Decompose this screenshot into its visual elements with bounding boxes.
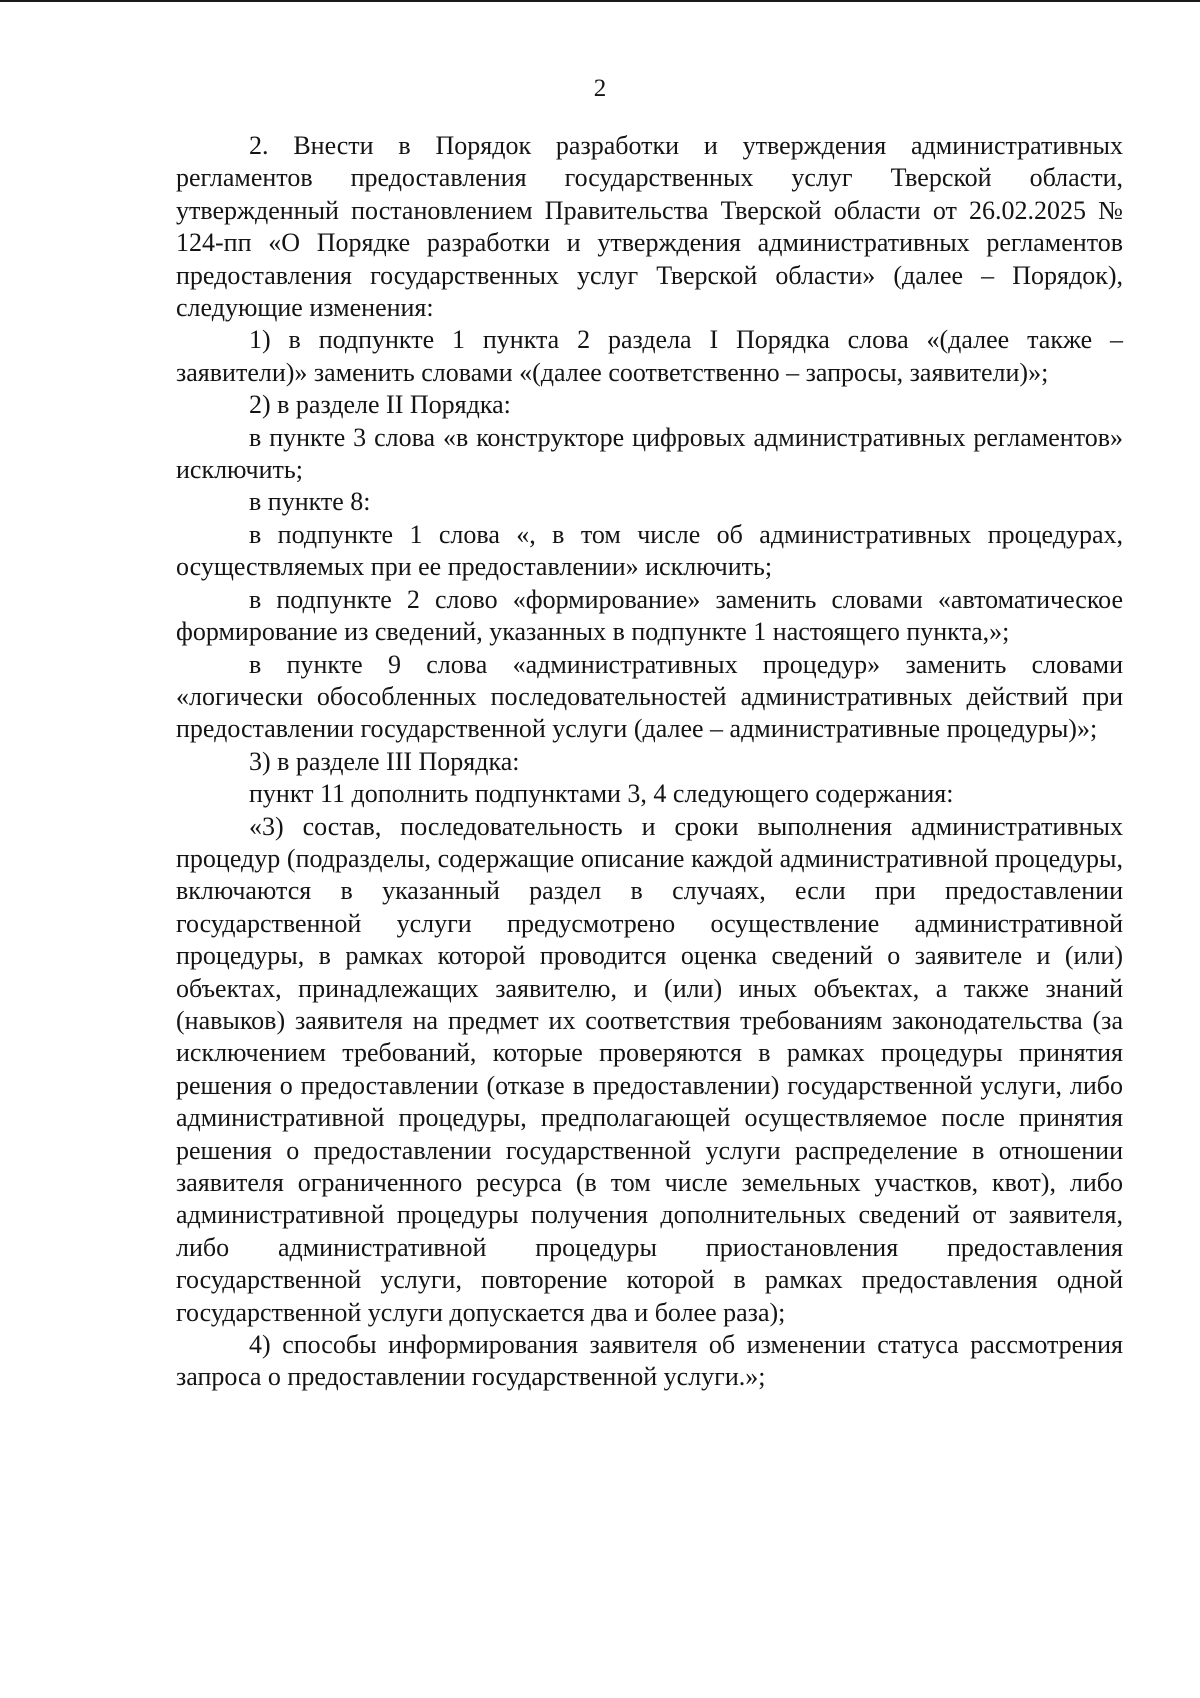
paragraph-point-11: пункт 11 дополнить подпунктами 3, 4 следующего содержания:	[249, 779, 954, 809]
scan-top-edge	[0, 0, 1200, 2]
paragraph-point-8-sub-1: в подпункте 1 слова «, в том числе об административных процедурах, осуществляемых при ее предоставлении» исключить;	[176, 519, 1123, 582]
paragraph-new-sub-4: 4) способы информирования заявителя об изменении статуса рассмотрения запроса о предоставлении государственной услуги.»;	[176, 1330, 1123, 1392]
paragraph-item-2: 2. Внести в Порядок разработки и утверждения административных регламентов предоставления государственных услуг Тверской области, утвержденный постановлением Правительства Тверской области от 26.02.2025 № 124-пп «О Порядке разработки и утверждения административных регламентов предоставления государственных услуг Тверской области» (далее – Порядок), следующие изменения:	[176, 131, 1123, 323]
document-body	[176, 130, 1123, 1394]
paragraph-subitem-3: 3) в разделе III Порядка:	[249, 746, 520, 776]
paragraph-point-9: в пункте 9 слова «административных процедур» заменить словами «логически обособленных последовательностей административных действий при предоставлении государственной услуги (далее – административные процедуры)»;	[176, 649, 1123, 744]
paragraph-point-8-sub-2: в подпункте 2 слово «формирование» заменить словами «автоматическое формирование из сведений, указанных в подпункте 1 настоящего пункта,»;	[176, 584, 1123, 647]
paragraph-new-sub-3: «3) состав, последовательность и сроки выполнения административных процедур (подразделы, содержащие описание каждой административной процедуры, включаются в указанный раздел в случаях, если при предоставлении государственной услуги предусмотрено осуществление административной процедуры, в рамках которой проводится оценка сведений о заявителе и (или) объектах, принадлежащих заявителю, и (или) иных объектах, а также знаний (навыков) заявителя на предмет их соответствия требованиям законодательства (за исключением требований, которые проверяются в рамках процедуры принятия решения о предоставлении (отказе в предоставлении) государственной услуги, либо административной процедуры, предполагающей осуществляемое после принятия решения о предоставлении государственной услуги распределение в отношении заявителя ограниченного ресурса (в том числе земельных участков, квот), либо административной процедуры получения дополнительных сведений от заявителя, либо административной процедуры приостановления предоставления государственной услуги, повторение которой в рамках предоставления одной государственной услуги допускается два и более раза);	[176, 811, 1123, 1327]
paragraph-point-8: в пункте 8:	[249, 487, 371, 517]
paragraph-point-3: в пункте 3 слова «в конструкторе цифровых административных регламентов» исключить;	[176, 422, 1123, 485]
page-number: 2	[593, 75, 607, 102]
paragraph-subitem-1: 1) в подпункте 1 пункта 2 раздела I Порядка слова «(далее также – заявители)» заменить словами «(далее соответственно – запросы, заявители)»;	[176, 325, 1123, 387]
paragraph-subitem-2: 2) в разделе II Порядка:	[249, 390, 511, 420]
